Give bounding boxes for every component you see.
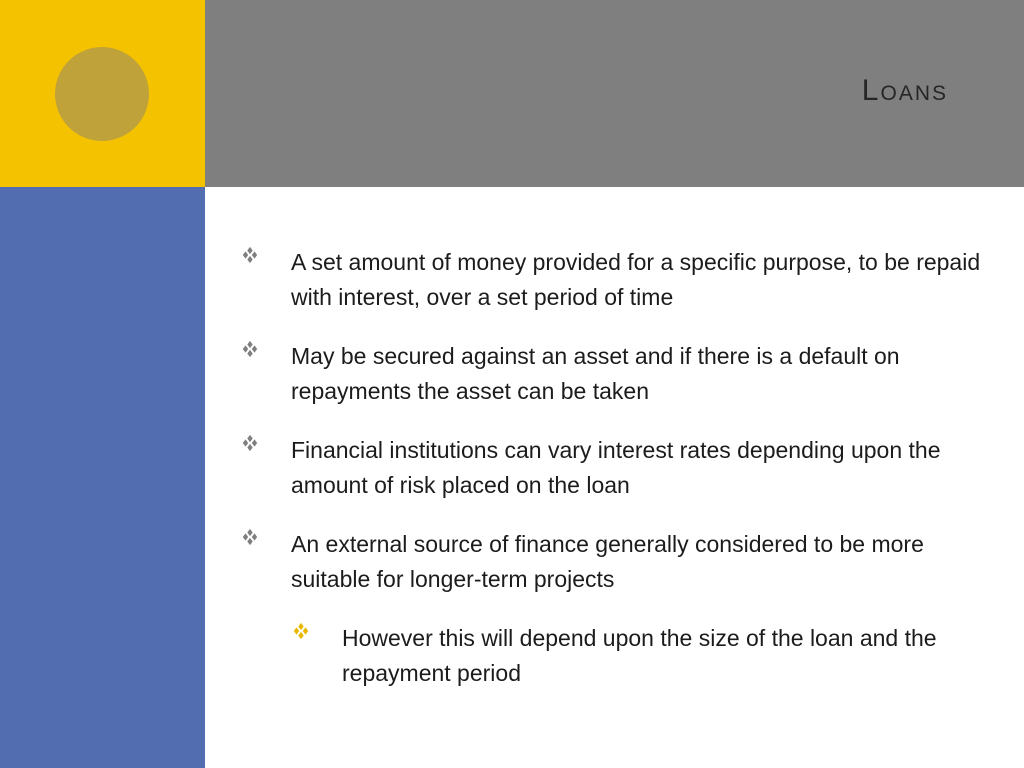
bullet-list xyxy=(235,245,995,715)
diamond-cluster-icon xyxy=(241,527,259,547)
diamond-cluster-icon xyxy=(292,621,310,641)
slide-title: Loans xyxy=(861,74,948,107)
bullet-item xyxy=(235,527,995,597)
bullet-item xyxy=(235,433,995,503)
bullet-text: Financial institutions can vary interest rates depending upon the amount of risk placed on the loan xyxy=(291,437,941,498)
sub-bullet-text: However this will depend upon the size of the loan and the repayment period xyxy=(342,625,937,686)
left-side-band xyxy=(0,187,205,768)
bullet-text: A set amount of money provided for a specific purpose, to be repaid with interest, over a set period of time xyxy=(291,249,981,310)
bullet-text: May be secured against an asset and if there is a default on repayments the asset can be taken xyxy=(291,343,900,404)
title-bar xyxy=(205,0,1024,187)
diamond-cluster-icon xyxy=(241,433,259,453)
bullet-item xyxy=(235,339,995,409)
diamond-cluster-icon xyxy=(241,339,259,359)
diamond-cluster-icon xyxy=(241,245,259,265)
bullet-text: An external source of finance generally considered to be more suitable for longer-term projects xyxy=(291,531,924,592)
sub-bullet-item xyxy=(286,621,995,691)
decorative-circle xyxy=(55,47,149,141)
bullet-item xyxy=(235,245,995,315)
